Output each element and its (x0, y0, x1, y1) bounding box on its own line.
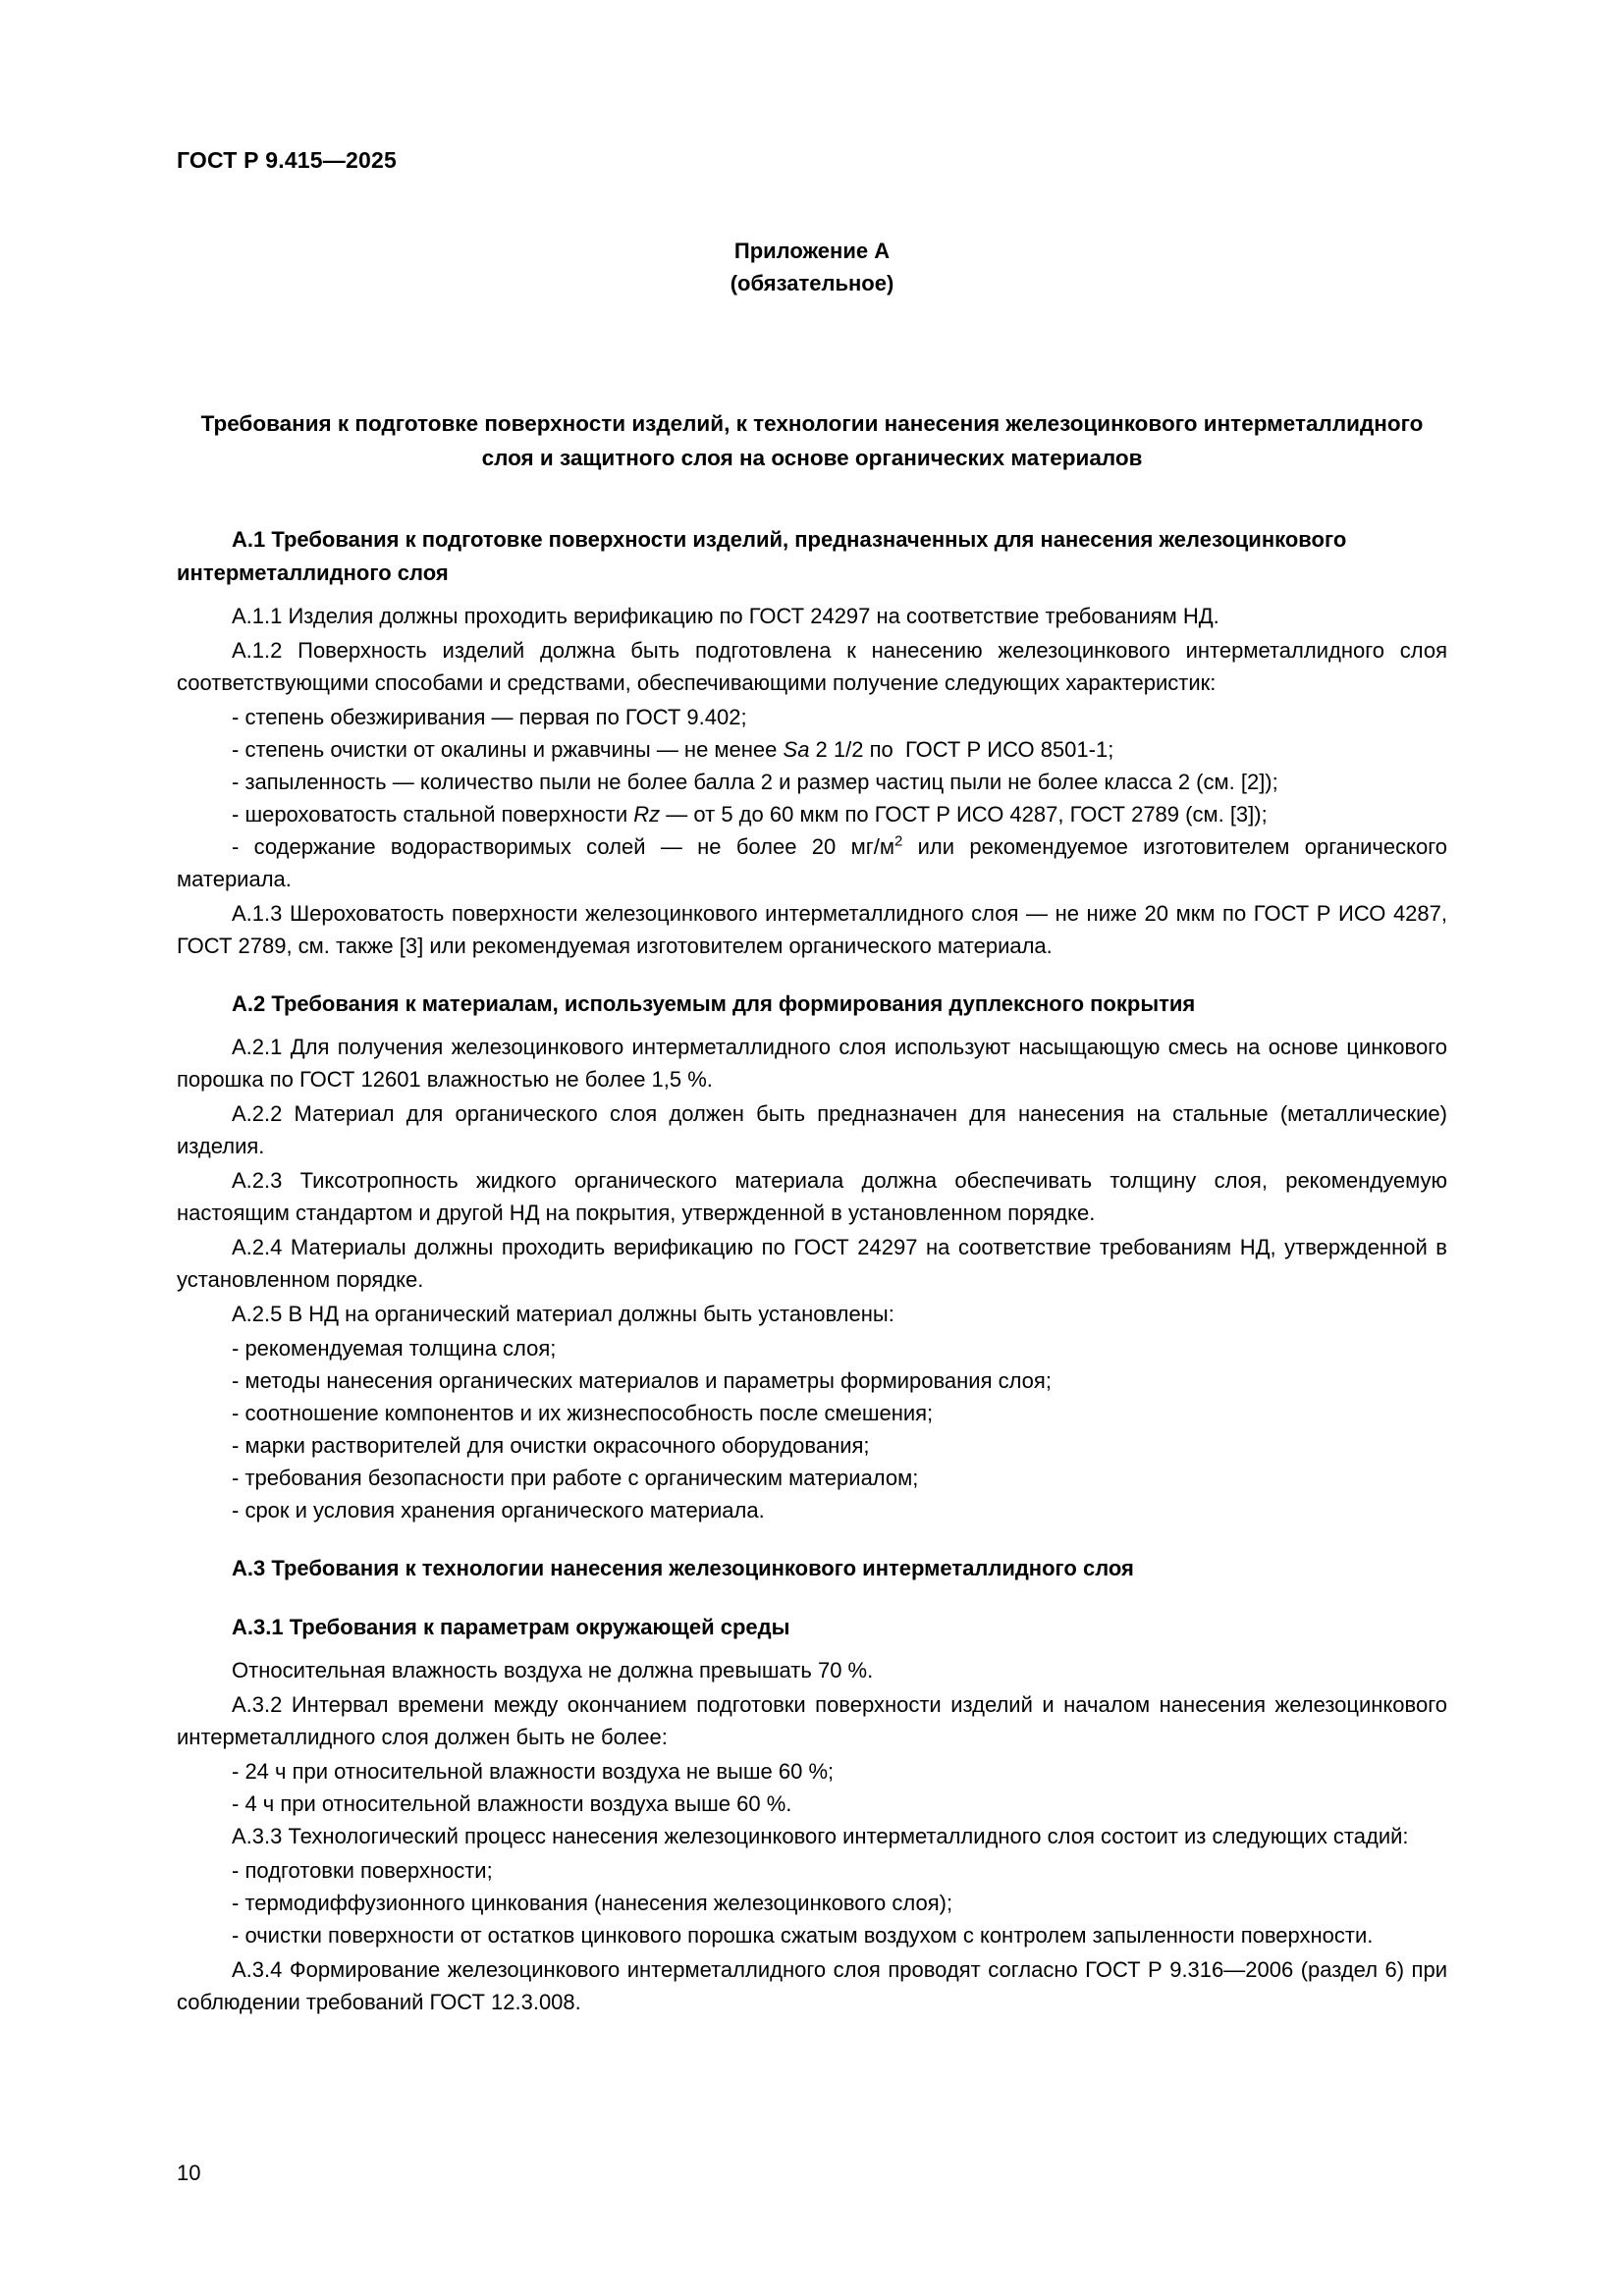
appendix-title: Требования к подготовке поверхности изделий, к технологии нанесения железоцинкового интерметаллидного слоя и защитного слоя на основе органических материалов (200, 411, 1424, 470)
section-a3-1-heading: А.3.1 Требования к параметрам окружающей среды (232, 1615, 790, 1640)
paragraph-a2-4: А.2.4 Материалы должны проходить верификацию по ГОСТ 24297 на соответствие требованиям НД, утвержденной в установленном порядке. (177, 1235, 1447, 1293)
list-item: - требования безопасности при работе с органическим материалом; (232, 1466, 919, 1491)
standard-number: ГОСТ Р 9.415—2025 (177, 147, 397, 173)
list-item: - 4 ч при относительной влажности воздуха выше 60 %. (232, 1791, 792, 1817)
list-item: - методы нанесения органических материалов и параметры формирования слоя; (232, 1368, 1052, 1394)
paragraph-a2-5: А.2.5 В НД на органический материал должны быть установлены: (232, 1302, 894, 1327)
list-item: - термодиффузионного цинкования (нанесения железоцинкового слоя); (232, 1891, 953, 1916)
paragraph-a1-1: А.1.1 Изделия должны проходить верификацию по ГОСТ 24297 на соответствие требованиям НД. (232, 603, 1219, 628)
paragraph-a3-1-text: Относительная влажность воздуха не должна превышать 70 %. (232, 1658, 874, 1683)
list-item: - очистки поверхности от остатков цинкового порошка сжатым воздухом с контролем запыленности поверхности. (232, 1923, 1374, 1949)
paragraph-a2-2: А.2.2 Материал для органического слоя должен быть предназначен для нанесения на стальные (металлические) изделия. (177, 1101, 1447, 1159)
paragraph-a1-3: А.1.3 Шероховатость поверхности железоцинкового интерметаллидного слоя — не ниже 20 мкм по ГОСТ Р ИСО 4287, ГОСТ 2789, см. также [3] или рекомендуемая изготовителем органического материала. (177, 900, 1447, 958)
list-item: - степень очистки от окалины и ржавчины — не менее Sa 2 1/2 по ГОСТ Р ИСО 8501-1; (232, 736, 1114, 762)
list-item: - содержание водорастворимых солей — не более 20 $мг/м^2$ или рекомендуемое изготовителем органического материала. (177, 832, 1447, 891)
list-item: - степень обезжиривания — первая по ГОСТ 9.402; (232, 704, 747, 729)
paragraph-a3-2: А.3.2 Интервал времени между окончанием подготовки поверхности изделий и началом нанесения железоцинкового интерметаллидного слоя должен быть не более: (177, 1692, 1447, 1750)
list-item: - срок и условия хранения органического материала. (232, 1498, 765, 1523)
list-item: - подготовки поверхности; (232, 1858, 493, 1884)
list-item: - марки растворителей для очистки окрасочного оборудования; (232, 1433, 870, 1459)
section-a1-heading: А.1 Требования к подготовке поверхности изделий, предназначенных для нанесения железоцинкового интерметаллидного слоя (177, 526, 1347, 585)
list-item: - соотношение компонентов и их жизнеспособность после смешения; (232, 1401, 934, 1426)
appendix-heading (177, 235, 1447, 299)
section-a3-heading: А.3 Требования к технологии нанесения железоцинкового интерметаллидного слоя (232, 1556, 1134, 1581)
list-item: - 24 ч при относительной влажности воздуха не выше 60 %; (232, 1759, 835, 1785)
appendix-obligation: (обязательное) (730, 271, 894, 295)
paragraph-a2-3: А.2.3 Тиксотропность жидкого органического материала должна обеспечивать толщину слоя, рекомендуемую настоящим стандартом и другой НД на покрытия, утвержденной в установленном порядке. (177, 1168, 1447, 1226)
paragraph-a1-2: А.1.2 Поверхность изделий должна быть подготовлена к нанесению железоцинкового интерметаллидного слоя соответствующими способами и средствами, обеспечивающими получение следующих характеристик: (177, 637, 1447, 695)
paragraph-a3-4: А.3.4 Формирование железоцинкового интерметаллидного слоя проводят согласно ГОСТ Р 9.316—2006 (раздел 6) при соблюдении требований ГОСТ 12.3.008. (177, 1957, 1447, 2015)
paragraph-a2-1: А.2.1 Для получения железоцинкового интерметаллидного слоя используют насыщающую смесь на основе цинкового порошка по ГОСТ 12601 влажностью не более 1,5 %. (177, 1035, 1447, 1093)
page-number: 10 (177, 2161, 201, 2185)
paragraph-a3-3: А.3.3 Технологический процесс нанесения железоцинкового интерметаллидного слоя состоит из следующих стадий: (232, 1824, 1409, 1849)
section-a2-heading: А.2 Требования к материалам, используемым для формирования дуплексного покрытия (232, 990, 1196, 1016)
appendix-label: Приложение А (733, 239, 891, 263)
list-item: - шероховатость стальной поверхности Rz — от 5 до 60 мкм по ГОСТ Р ИСО 4287, ГОСТ 2789 (см. [3]); (232, 801, 1268, 827)
list-item: - запыленность — количество пыли не более балла 2 и размер частиц пыли не более класса 2 (см. [2]); (232, 769, 1278, 794)
list-item: - рекомендуемая толщина слоя; (232, 1336, 557, 1362)
